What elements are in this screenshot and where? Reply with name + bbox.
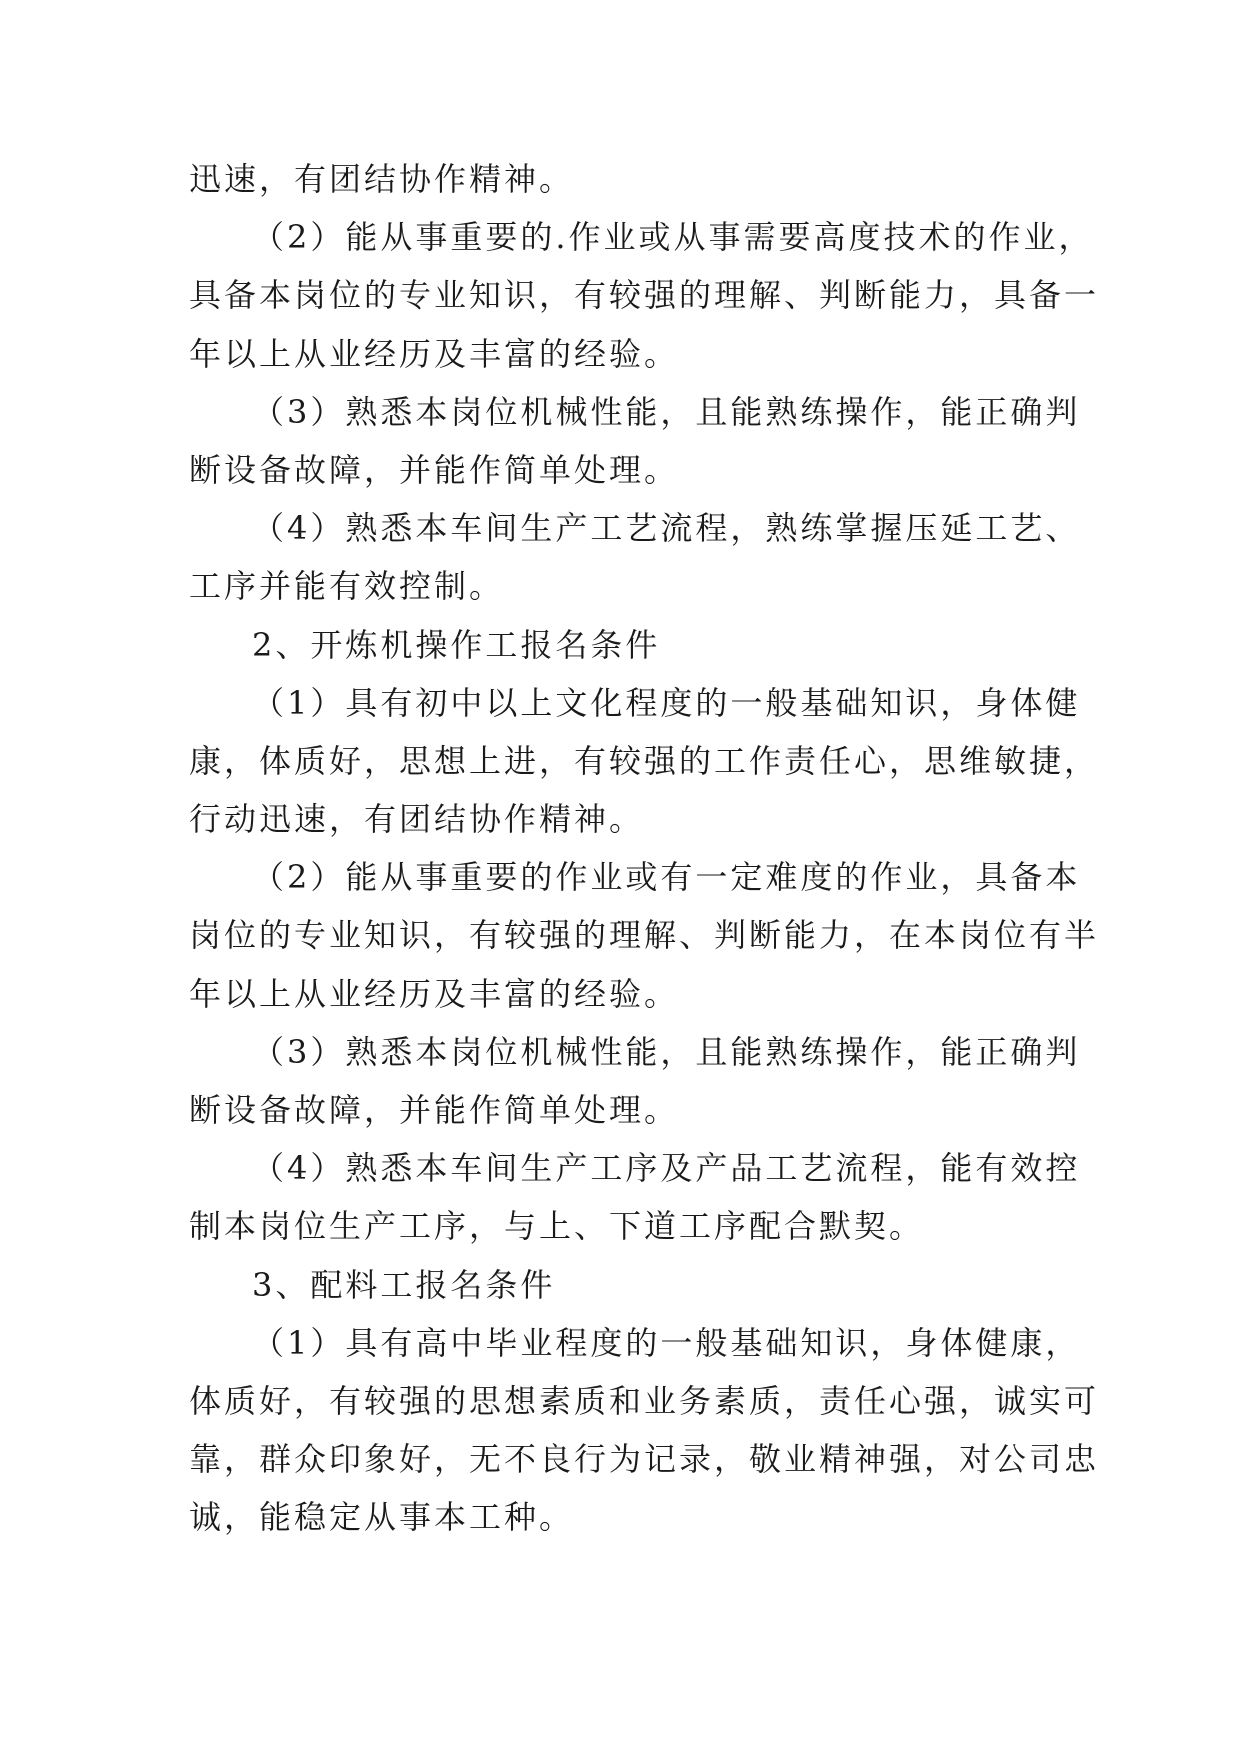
paragraph-first-line: （1）具有高中毕业程度的一般基础知识，身体健康， — [252, 1323, 1081, 1362]
document-body — [189, 150, 1100, 1547]
text-line: 行动迅速，有团结协作精神。 — [189, 800, 645, 839]
section-heading: 3、配料工报名条件 — [252, 1265, 556, 1304]
section-heading: 2、开炼机操作工报名条件 — [252, 625, 661, 664]
text-line: 靠，群众印象好，无不良行为记录，敬业精神强，对公司忠 — [189, 1440, 1100, 1479]
text-line: 工序并能有效控制。 — [189, 567, 505, 606]
text-line: 康，体质好，思想上进，有较强的工作责任心，思维敏捷， — [189, 741, 1100, 780]
text-line: 具备本岗位的专业知识，有较强的理解、判断能力，具备一 — [189, 276, 1100, 315]
paragraph-first-line: （1）具有初中以上文化程度的一般基础知识，身体健 — [252, 683, 1081, 722]
paragraph-first-line: （2）能从事重要的作业或有一定难度的作业，具备本 — [252, 858, 1081, 897]
paragraph-first-line: （4）熟悉本车间生产工艺流程，熟练掌握压延工艺、 — [252, 509, 1081, 548]
text-line: 年以上从业经历及丰富的经验。 — [189, 334, 680, 373]
text-line: 岗位的专业知识，有较强的理解、判断能力，在本岗位有半 — [189, 916, 1100, 955]
paragraph-first-line: （4）熟悉本车间生产工序及产品工艺流程，能有效控 — [252, 1149, 1081, 1188]
paragraph-first-line: （2）能从事重要的.作业或从事需要高度技术的作业， — [252, 218, 1094, 257]
text-line: 断设备故障，并能作简单处理。 — [189, 1091, 680, 1129]
text-line: 迅速，有团结协作精神。 — [189, 160, 575, 198]
text-line: 诚，能稳定从事本工种。 — [189, 1498, 575, 1537]
text-line: 年以上从业经历及丰富的经验。 — [189, 974, 680, 1013]
text-line: 断设备故障，并能作简单处理。 — [189, 450, 680, 489]
paragraph-first-line: （3）熟悉本岗位机械性能，且能熟练操作，能正确判 — [252, 1032, 1081, 1071]
text-line: 体质好，有较强的思想素质和业务素质，责任心强，诚实可 — [189, 1381, 1100, 1420]
paragraph-first-line: （3）熟悉本岗位机械性能，且能熟练操作，能正确判 — [252, 392, 1081, 431]
text-line: 制本岗位生产工序，与上、下道工序配合默契。 — [189, 1207, 925, 1246]
